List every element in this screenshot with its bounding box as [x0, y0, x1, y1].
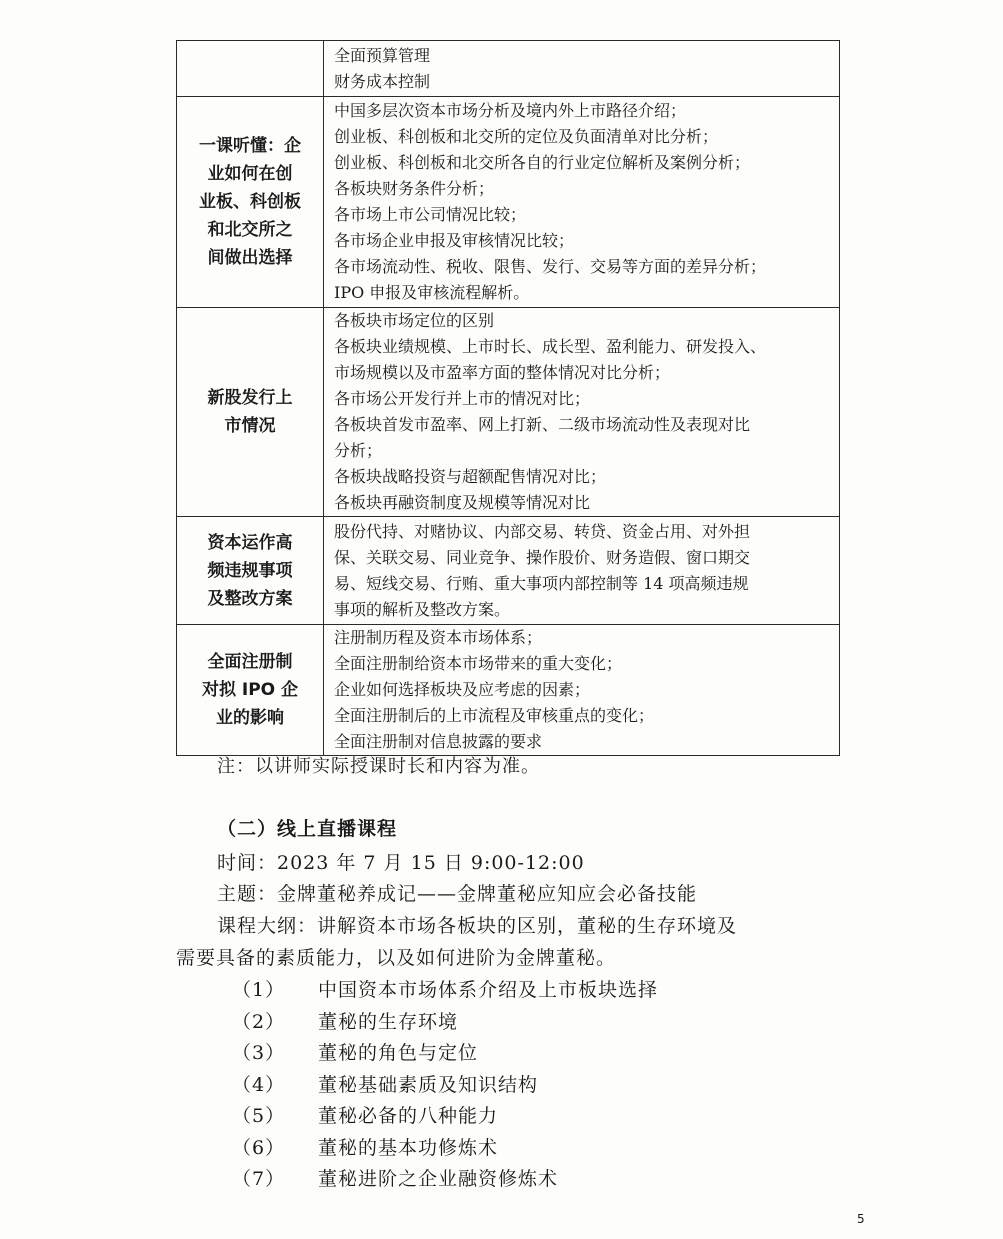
list-item-text: 董秘必备的八种能力	[318, 1105, 499, 1127]
table-row	[177, 308, 840, 517]
detail-line: 各板块战略投资与超额配售情况对比；	[334, 467, 607, 486]
detail-line: 事项的解析及整改方案。	[334, 599, 511, 619]
course-time: 时间：2023 年 7 月 15 日 9:00-12:00	[217, 852, 585, 874]
detail-cell	[324, 41, 840, 97]
topic-cell	[177, 517, 324, 625]
list-item-number: （1）	[232, 979, 286, 1001]
topic-cell	[177, 41, 324, 97]
detail-cell	[324, 625, 840, 756]
detail-line: 保、关联交易、同业竞争、操作股价、财务造假、窗口期交	[334, 547, 751, 567]
detail-line: 注册制历程及资本市场体系；	[334, 628, 543, 647]
outline-list	[232, 975, 658, 1196]
list-item-text: 董秘的角色与定位	[318, 1042, 479, 1064]
table-row	[177, 97, 840, 308]
list-item-text: 董秘进阶之企业融资修炼术	[318, 1168, 559, 1190]
detail-line: 各市场上市公司情况比较；	[334, 205, 527, 224]
list-item-text: 中国资本市场体系介绍及上市板块选择	[318, 979, 659, 1001]
detail-line: 创业板、科创板和北交所的定位及负面清单对比分析；	[334, 127, 719, 146]
course-outline-intro: 课程大纲：讲解资本市场各板块的区别，董秘的生存环境及	[217, 915, 738, 937]
list-item-number: （2）	[232, 1010, 286, 1033]
detail-line: 企业如何选择板块及应考虑的因素；	[334, 680, 591, 699]
table-row	[177, 41, 840, 97]
topic-line: 业板、科创板	[199, 192, 301, 212]
detail-line: 各板块再融资制度及规模等情况对比	[334, 493, 591, 512]
table-row	[177, 625, 840, 756]
detail-line: 各板块市场定位的区别	[334, 311, 495, 330]
list-item-text: 董秘的基本功修炼术	[318, 1136, 499, 1159]
topic-cell	[177, 97, 324, 308]
detail-cell	[324, 517, 840, 625]
detail-line: 各板块财务条件分析；	[334, 179, 495, 198]
topic-line: 资本运作高	[207, 532, 293, 553]
list-item	[232, 1101, 658, 1133]
detail-line: 创业板、科创板和北交所各自的行业定位解析及案例分析；	[334, 153, 751, 172]
detail-line: 各市场流动性、税收、限售、发行、交易等方面的差异分析；	[334, 257, 767, 276]
topic-line: 全面注册制	[207, 652, 293, 672]
detail-line: 易、短线交易、行贿、重大事项内部控制等 14 项高频违规	[334, 573, 749, 593]
list-item	[232, 975, 658, 1007]
detail-cell	[324, 308, 840, 517]
topic-line: 间做出选择	[207, 248, 293, 268]
list-item-text: 董秘的生存环境	[318, 1010, 459, 1033]
detail-line: 财务成本控制	[334, 71, 431, 91]
topic-line: 及整改方案	[207, 588, 293, 609]
detail-line: 中国多层次资本市场分析及境内外上市路径介绍；	[334, 101, 687, 120]
detail-line: 各市场公开发行并上市的情况对比；	[334, 389, 591, 408]
list-item-number: （5）	[232, 1105, 286, 1127]
list-item	[232, 1007, 658, 1039]
list-item-text: 董秘基础素质及知识结构	[318, 1073, 539, 1096]
list-item	[232, 1038, 658, 1070]
topic-line: 和北交所之	[207, 220, 293, 240]
table-note: 注：以讲师实际授课时长和内容为准。	[217, 756, 540, 777]
list-item-number: （7）	[232, 1168, 286, 1190]
detail-cell	[324, 97, 840, 308]
list-item-number: （4）	[232, 1073, 286, 1096]
detail-line: 全面预算管理	[334, 45, 431, 65]
course-outline-table	[176, 40, 840, 756]
detail-line: 全面注册制后的上市流程及审核重点的变化；	[334, 706, 655, 725]
topic-line: 频违规事项	[207, 560, 293, 581]
topic-line: 新股发行上	[207, 388, 293, 408]
list-item	[232, 1070, 658, 1102]
topic-line: 一课听懂：企	[199, 136, 301, 156]
list-item	[232, 1164, 658, 1196]
page-number: 5	[857, 1212, 865, 1226]
course-outline-intro-cont: 需要具备的素质能力，以及如何进阶为金牌董秘。	[176, 947, 617, 969]
topic-line: 对拟 IPO 企	[201, 680, 299, 700]
section-title: （二）线上直播课程	[217, 818, 398, 840]
detail-line: 分析；	[334, 441, 383, 460]
table-row	[177, 517, 840, 625]
topic-line: 市情况	[224, 416, 276, 436]
course-theme: 主题：金牌董秘养成记——金牌董秘应知应会必备技能	[217, 883, 698, 905]
detail-line: 各板块业绩规模、上市时长、成长型、盈利能力、研发投入、	[334, 337, 767, 356]
detail-line: 各板块首发市盈率、网上打新、二级市场流动性及表现对比	[334, 415, 751, 434]
detail-line: 市场规模以及市盈率方面的整体情况对比分析；	[334, 363, 671, 382]
list-item-number: （6）	[232, 1136, 286, 1159]
topic-cell	[177, 625, 324, 756]
topic-line: 业的影响	[216, 708, 284, 728]
topic-cell	[177, 308, 324, 517]
detail-line: 股份代持、对赌协议、内部交易、转贷、资金占用、对外担	[334, 521, 751, 541]
detail-line: 全面注册制对信息披露的要求	[334, 732, 543, 751]
detail-line: 各市场企业申报及审核情况比较；	[334, 231, 575, 250]
detail-line: 全面注册制给资本市场带来的重大变化；	[334, 654, 623, 673]
detail-line: IPO 申报及审核流程解析。	[334, 283, 530, 302]
list-item	[232, 1133, 658, 1165]
list-item-number: （3）	[232, 1042, 286, 1064]
topic-line: 业如何在创	[207, 164, 293, 184]
